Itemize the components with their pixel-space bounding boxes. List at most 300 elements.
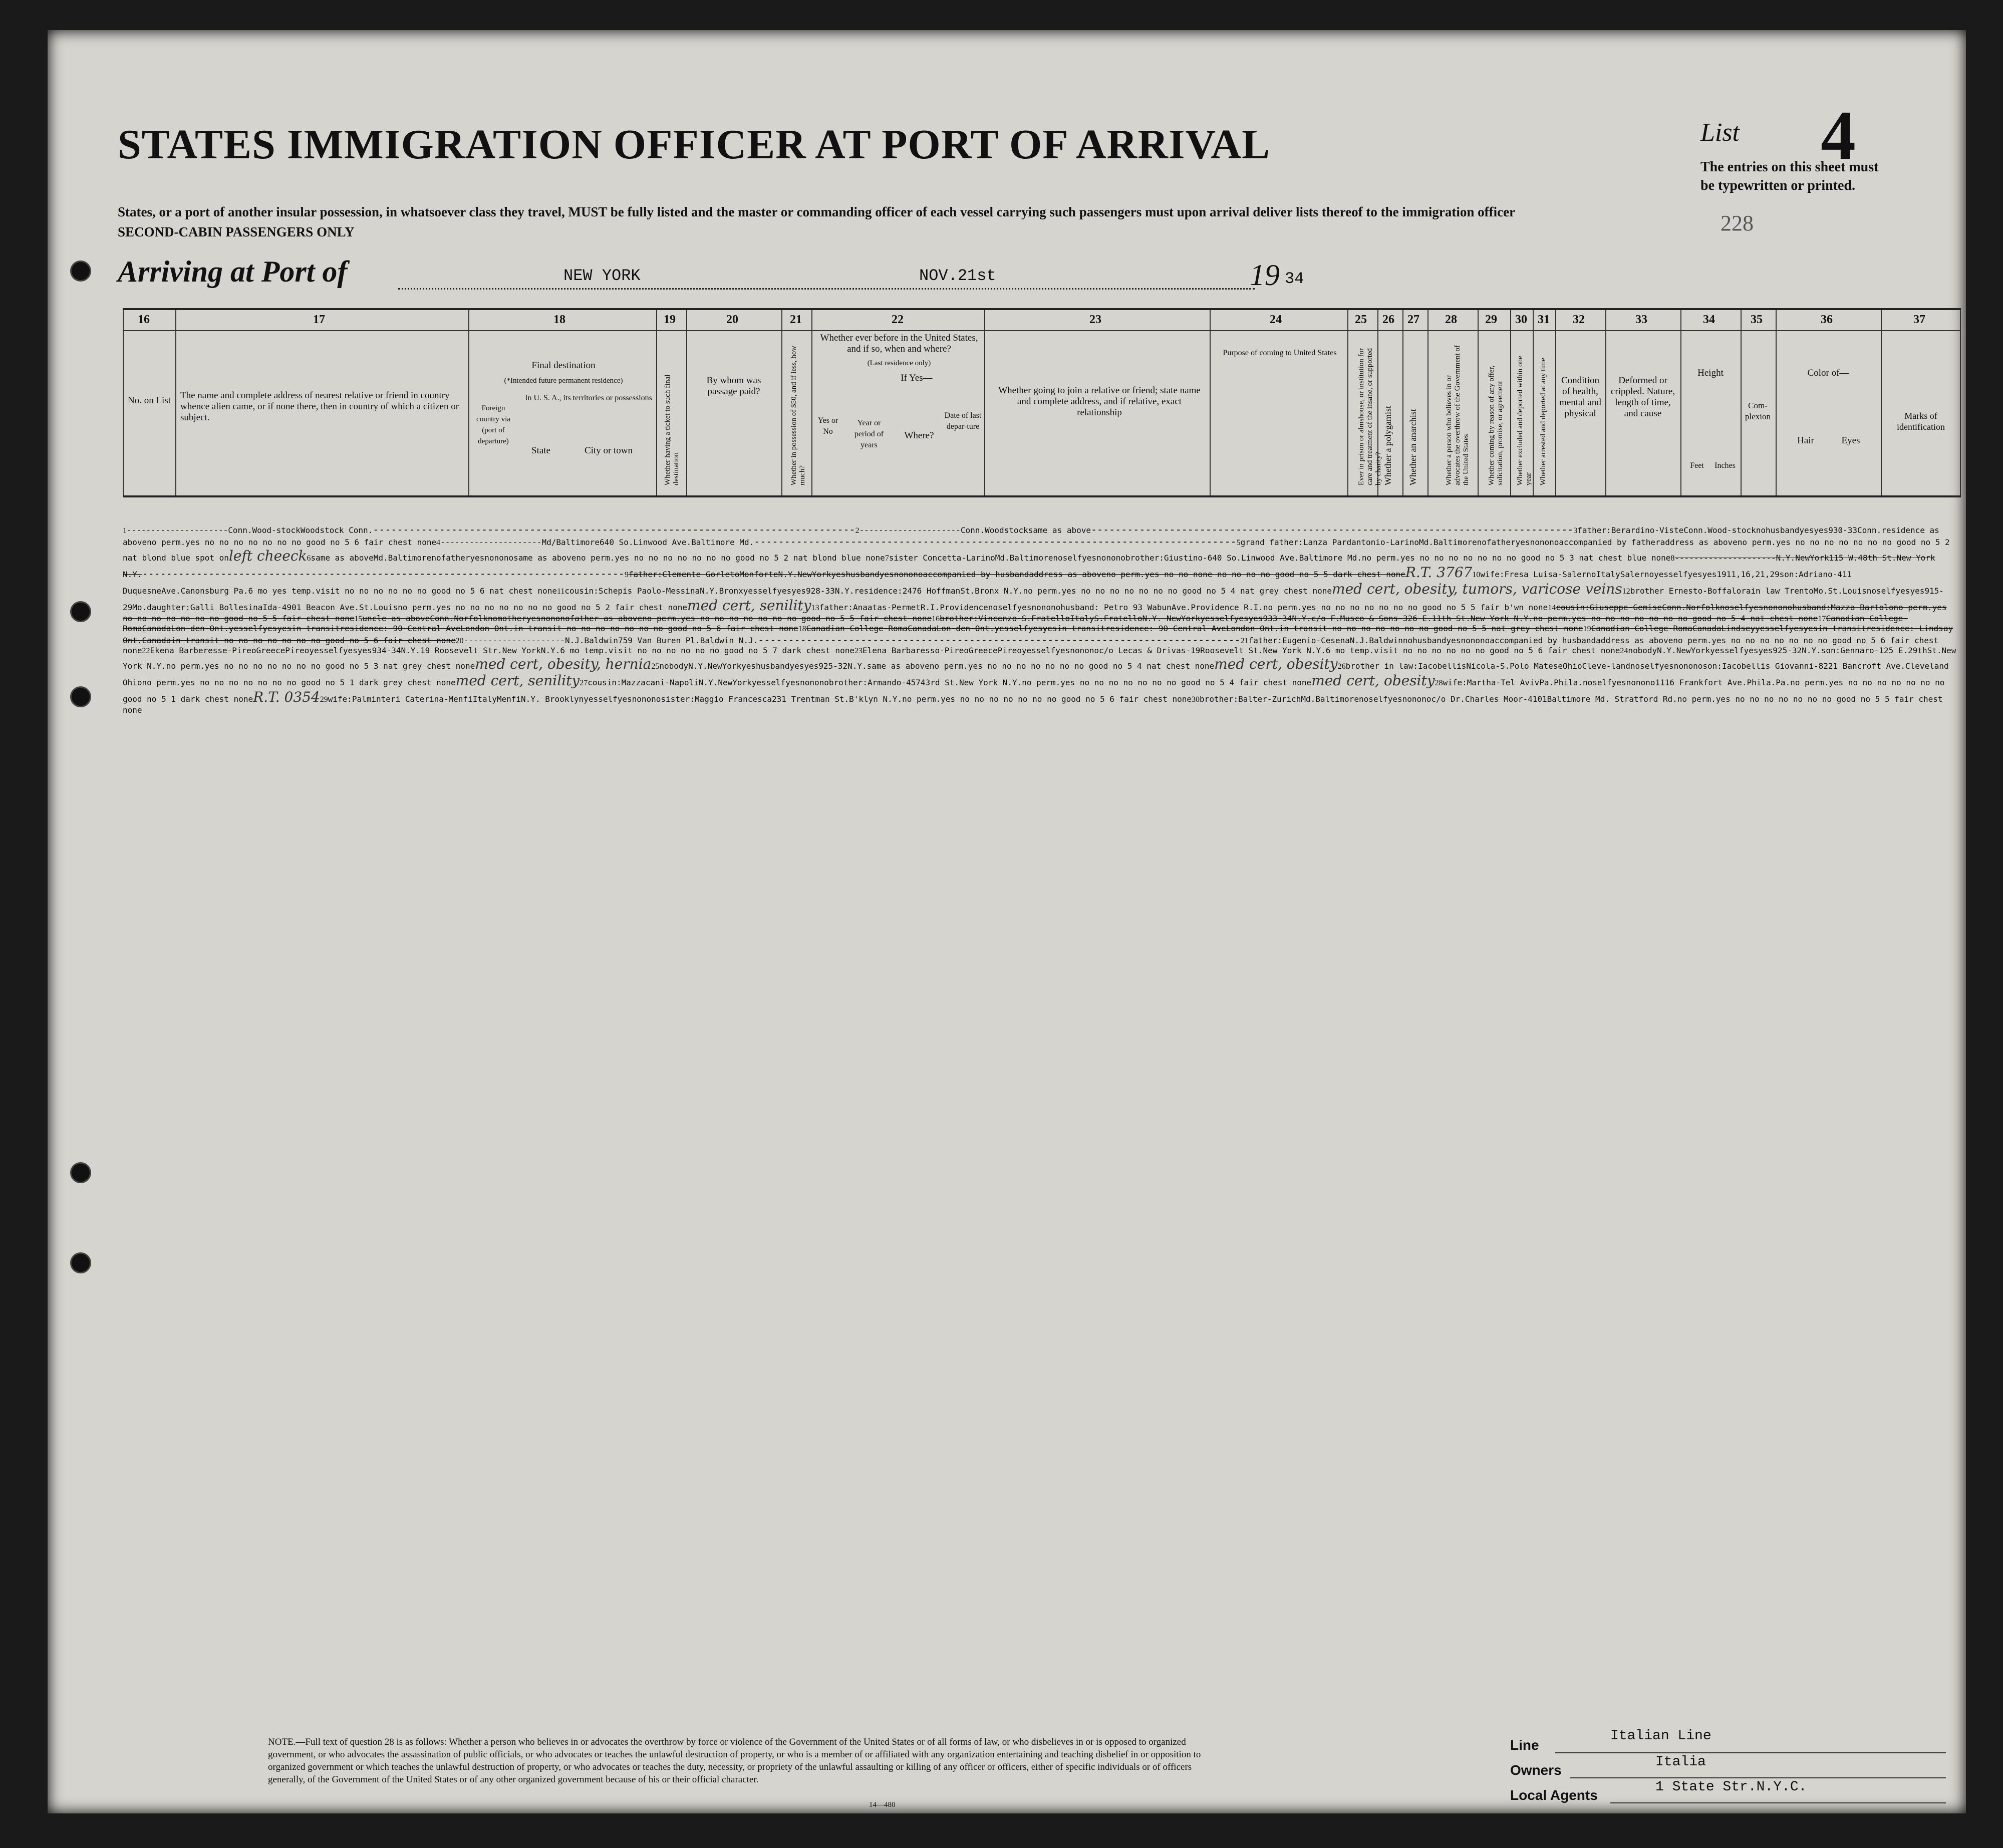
header-prison: Ever in prison or almshouse, or institution for care and treatment of the insane, or supported by charity? [1357,348,1382,485]
years-in-us: 915-29 [123,586,1944,612]
page-title: STATES IMMIGRATION OFFICER AT PORT OF ARRIVAL [118,121,1271,168]
before-in-us: yes [804,661,819,671]
col-line [984,310,985,495]
agents-rule [1610,1802,1946,1803]
relative-name: --------------------- [1674,553,1776,563]
ticket-value: yes [1200,614,1215,623]
destination-city-cont: ce [978,603,988,612]
relative-name-cont: Nicola-S.Polo Matese [1466,661,1563,671]
destination-city: NewYork [707,661,742,671]
ticket-value: no [431,553,441,563]
header-period: Year or period of years [854,419,884,449]
joining-relative-cont: 231 Trentman St.B'klyn N.Y. [771,694,903,704]
destination-state: Italy [1596,570,1620,579]
annotation: med cert, obesity, hernia [475,656,652,672]
relative-name: cousin:Giuseppe-Gemise [1556,603,1662,612]
relative-name: cousin:Schepis Paolo-Mes [564,586,681,596]
money-value: yes [879,570,894,579]
ticket-value: no [1582,678,1593,687]
header-anarchist: Whether an anarchist [1408,409,1418,485]
money-value: yes [343,646,358,655]
header-city: City or town [584,445,633,456]
ticket-value: no [1866,586,1876,596]
passage-paid-value: husband [1412,636,1447,645]
joining-relative-cont: 43rd St.New York N.Y. [920,678,1022,687]
before-in-us: no [484,553,494,563]
destination-state: N.Y. [1657,646,1676,655]
relative-name: nobody [1628,646,1657,655]
row-number: 15 [354,615,363,623]
destination-city: Bronx [719,586,743,596]
remaining-columns: no perm.yes no no no no no no no good no 5 1 dark chest none [123,678,1945,704]
destination-city: Salerno [1620,570,1654,579]
header-color-of: Color of— [1807,368,1849,378]
row-number: 26 [1337,662,1346,671]
before-in-us: no [1530,538,1540,547]
destination-state: Greece [256,646,285,655]
header-if-yes: If Yes— [901,373,933,383]
dash-fill: -------------------------------------------------------------------------------- [373,523,855,536]
where-in-us: no [1693,661,1703,671]
joining-relative: 640 So.Linwood Ave.Baltimore Md. [600,538,754,547]
joining-relative: residence:2476 Hoffman [854,586,961,596]
destination-city: NewYork [1676,646,1710,655]
binder-hole [70,1252,91,1273]
number-row-divider [123,330,1961,331]
agents-label: Local Agents [1510,1787,1598,1803]
destination-city: NewYork [797,570,831,579]
relative-name-cont: sina [680,586,700,596]
destination-city: Norfolk [1686,603,1720,612]
money-value: yes [1055,646,1070,655]
joining-relative-cont: N.Y. [540,646,560,655]
relative-name: uncle as above [362,614,430,623]
passage-paid-value: husband [1765,525,1800,535]
col-line [1347,310,1348,495]
destination-state: N.Y. [698,678,718,687]
ticket-value: no [1402,636,1413,645]
relative-name: nobody [659,661,689,671]
col-num: 17 [313,313,325,326]
years-in-us: in transit [1818,624,1866,633]
before-in-us: no [1673,661,1683,671]
header-purpose: Purpose of coming to United States [1223,349,1337,357]
paper-sheet [48,30,1966,1813]
row-number: 10 [1472,571,1481,579]
header-ticket: Whether having a ticket to such final destination [664,374,680,485]
header-offer: Whether coming by reason of any offer, solicitation, promise, or agreement [1488,365,1504,485]
where-in-us: Mo. [132,603,147,612]
years-in-us: 1911,16,21,29 [1716,570,1780,579]
col-line [1776,310,1777,495]
destination-city: Baldwin [584,636,618,645]
remaining-columns: no perm.yes no no no no no no no good no 5 6 fair chest none [147,538,437,547]
line-value: Italian Line [1610,1728,1711,1744]
form-number: 14—480 [869,1801,896,1809]
destination-state: Pa. [1539,678,1554,687]
before-in-us: no [1096,553,1106,563]
years-in-us: no [641,694,652,704]
destination-city: Baltimore [1009,553,1053,563]
row-number: 19 [1583,625,1591,633]
ticket-value: no [1756,525,1766,535]
destination-city: Baltimore [388,553,432,563]
relative-name: --------------------- [127,525,228,535]
row-number: 21 [1240,637,1249,645]
where-in-us: no [819,678,829,687]
col-num: 27 [1407,313,1419,326]
relative-name: wife:Martha-Tel Aviv [1443,678,1540,687]
col-line [811,310,812,495]
passage-paid-value: self [598,694,618,704]
ticket-value: yes [751,678,766,687]
years-in-us: no [1683,661,1693,671]
years-in-us: no [903,570,914,579]
relative-name: brother in law:Iacobellis [1345,661,1467,671]
remaining-columns: no perm.yes no no no no no no no good no 5 3 nat chest blue none [1361,553,1671,563]
destination-city: Wood- [252,525,276,535]
money-value: yes [617,694,632,704]
passage-paid-value: self [1062,553,1082,563]
destination-state: Md. [1301,694,1316,704]
passage-paid-value: husband [756,661,790,671]
header-last-residence: (Last residence only) [867,359,931,367]
destination-city: NewYork [1795,553,1829,563]
header-joining: Whether going to join a relative or friend; state name and complete address, and if relative, exact relationship [998,385,1201,418]
destination-city: NewYork [718,678,752,687]
money-value: yes [1446,636,1461,645]
joining-relative: father as above [569,614,643,623]
before-in-us: yes [1248,614,1263,623]
remaining-columns: no perm.yes no no no no no no no good no 5 4 nat grey chest none [1023,586,1332,596]
relative-name: father:Eugenio-Cesena [1248,636,1350,645]
before-in-us: yes [1758,646,1773,655]
remaining-columns: in transit no no no no no no no good no 5 6 fair chest none [171,636,456,645]
col-num: 26 [1382,313,1394,326]
where-in-us: N.Y. [1292,614,1311,623]
remaining-columns: no perm.yes no no no no no no no good no 5 4 nat chest none [1533,614,1818,623]
header-overthrow: Whether a person who believes in or advocates the overthrow of the Government of the United States [1445,345,1470,485]
passage-paid-value: self [766,678,786,687]
joining-relative: son:Gennaro-125 E.29th [1821,646,1927,655]
col-line [1881,310,1882,495]
passage-paid-value: self [1368,694,1388,704]
joining-relative: husband: Petro 93 Wabun [1060,603,1172,612]
remaining-columns: 6 mo temp.visit no no no no no no good no 5 6 fair chest none [1325,646,1620,655]
destination-city: S.Fratello [1094,614,1142,623]
destination-city-cont: stock [1732,525,1756,535]
col-line [686,310,687,495]
joining-relative: accompanied by father [1559,538,1660,547]
row-number: 30 [1192,695,1200,704]
joining-relative-cont: Linwood Ave.Baltimore Md. [1241,553,1362,563]
col-num: 24 [1270,313,1282,326]
joining-relative-cont: Ave.Providence R.I. [1171,603,1263,612]
row-number: 6 [307,554,311,563]
remaining-columns: no perm.yes no no no no no no no good no 5 5 fair chest none [642,614,932,623]
where-in-us: no [1549,538,1559,547]
joining-relative: 1116 Frankfort Ave. [1655,678,1747,687]
col-num: 19 [664,313,676,326]
joining-relative: Woodstock Conn. [300,525,373,535]
remaining-columns: no perm.yes no no no no no no no good no 5 6 fair chest none [902,694,1192,704]
joining-relative: c/o F.Musco & Sons- [1311,614,1403,623]
relative-name: brother Ernesto-Boffalora [1630,586,1751,596]
binder-hole [70,1162,91,1183]
money-value: yes [1749,603,1764,612]
col-num: 25 [1355,313,1367,326]
ticket-value: yes [1710,646,1725,655]
destination-city: Baltimore [1433,538,1477,547]
years-in-us: 925-32 [1773,646,1802,655]
remaining-columns: no perm.yes no no no no no no no good no 5 5 fair b'wn none [1263,603,1548,612]
destination-state: N.J. [564,636,585,645]
row-number: 9 [624,571,629,579]
col-num: 30 [1515,313,1527,326]
destination-city: Lon- [936,624,956,633]
col-line [1427,310,1428,495]
ticket-value: yes [1654,570,1669,579]
money-value: yes [1744,646,1759,655]
relative-name: --------------------- [463,636,565,645]
remaining-columns: no perm.yes no no no no no no no good no 5 1 dark grey chest none [142,678,456,687]
remaining-columns: 6 mo temp.visit no no no no no no good no 5 7 dark chest none [560,646,854,655]
destination-city: Pireo [997,646,1022,655]
dash-fill: -------------------------------------------------------------------------------- [758,634,1241,646]
years-in-us: no [1470,636,1480,645]
relative-name: wife:Palminteri Caterina- [328,694,449,704]
destination-city-cont: stock [276,525,301,535]
ticket-value: yes [584,694,599,704]
relative-name: brother:Vincenzo-S.Fratello [940,614,1070,623]
where-in-us: no [651,694,661,704]
money-value: yes [470,553,485,563]
relative-name: Canadian College-Roma [1591,624,1692,633]
row-number: 17 [1818,615,1826,623]
annotation: R.T. 3767 [1405,564,1473,581]
header-hair: Hair [1797,435,1814,446]
destination-state: Conn. [960,525,985,535]
passage-paid-value: self [1640,661,1659,671]
money-value: 75 [618,636,628,645]
footer-note: NOTE.—Full text of question 28 is as follows: Whether a person who believes in or advocates the overthrow by force or violence of the Government of the United States or of all forms of law, or who disbelieves in or is opposed to organized government, or who advocates the assassination of public officials, or who advocates or teaches the unlawful destruction of property, or who is a member of or affiliated with any organization entertaining and teaching disbelief in or opposition to organized government or which teaches the unlawful destruction of property, or who advocates or teaches the duty, necessity, or propriety of the unlawful assaulting or killing of any officer or officers, either of specific individuals or of officers generally, of the Government of the United States or of any other organized government because of his or their official character. [268,1737,1201,1785]
joining-relative: same as above [1028,525,1091,535]
years-in-us: in transit [1057,624,1105,633]
col-num: 23 [1089,313,1101,326]
passage-paid-value: husband [845,570,880,579]
passenger-rows [123,523,1961,715]
relative-name: --------------------- [440,538,542,547]
binder-hole [70,260,91,282]
col-num: 31 [1538,313,1550,326]
header-where: Where? [904,430,934,441]
passage-paid-value: self [1592,678,1612,687]
destination-city: Menfi [496,694,521,704]
header-arrested: Whether arrested and deported at any time [1539,358,1547,485]
before-in-us: no [540,614,551,623]
joining-relative: c/o Dr.Charles Moor-4101 [1431,694,1547,704]
destination-state: Md/ [541,538,556,547]
relative-name-cont: tonio-Larino [1361,538,1419,547]
row-number: 8 [1670,554,1675,563]
remaining-columns: no perm.yes no no no no no no no good no 5 3 nat grey chest none [166,661,475,671]
destination-city: Pireo [285,646,310,655]
header-feet: Feet [1690,461,1704,470]
row-number: 20 [455,637,464,645]
col-num: 20 [726,313,738,326]
joining-relative-cont: London Ont. [1226,624,1279,633]
line-rule [1555,1752,1946,1753]
ticket-value: no [1358,694,1369,704]
list-number: 4 [1821,97,1856,174]
remaining-columns: in transit no no no no no no no good no 5 6 fair chest none [513,624,798,633]
owners-rule [1570,1777,1946,1778]
dash-fill: -------------------------------------------------------------------------------- [754,536,1237,548]
before-in-us: yes [1910,586,1925,596]
col-line [656,310,657,495]
col-num: 21 [790,313,802,326]
joining-relative: same as above [513,553,577,563]
col-line [1402,310,1403,495]
header-foreign-country: Foreign country via (port of departure) [476,404,510,445]
relative-name: sister Concetta-Larino [889,553,995,563]
col-line [1680,310,1681,495]
header-usa-territories: In U. S. A., its territories or possessions [525,394,652,402]
money-value: yes [1234,614,1249,623]
destination-state: N.Y. [688,661,708,671]
header-no-on-list: No. on List [127,395,171,406]
ticket-value: yes [1755,624,1770,633]
year-suffix: 34 [1285,270,1304,288]
ticket-value: yes [309,646,324,655]
relative-name-cont: Monforte [739,570,778,579]
money-value: yes [1017,603,1032,612]
joining-relative-cont: Ave.Canonsburg Pa. [161,586,248,596]
years-in-us: no [1041,603,1051,612]
annotation: med cert, obesity [1214,656,1338,672]
header-last-departure: Date of last depar-ture [944,411,982,431]
ticket-value: no [1477,538,1487,547]
relative-name: Ekena Barberesse-Pireo [150,646,256,655]
money-value: yes [262,624,277,633]
remaining-columns: no perm.yes no no no no no no no good no 5 5 fair chest none [123,603,1947,623]
row-number: 7 [885,554,889,563]
relative-name: father:Berardino-Viste [1577,525,1684,535]
remaining-columns: no perm.yes no no no no no no no good no 5 4 nat chest none [929,661,1215,671]
header-final-destination: Final destination [531,360,596,371]
joining-relative-cont: Roosevelt St.New York N.Y. [1200,646,1326,655]
passage-paid-value: self [1770,624,1789,633]
before-in-us: yes [1042,624,1057,633]
years-in-us: 933-34 [1263,614,1292,623]
row-number: 25 [651,662,660,671]
destination-state: Italy [472,694,497,704]
ticket-value: no [1630,661,1640,671]
before-in-us: no [800,678,810,687]
joining-relative-cont: St.New York N.Y. [123,646,1956,671]
joining-relative: 19 Roosevelt Str.New York [420,646,541,655]
destination-state: Md. [995,553,1010,563]
destination-state: Canada [142,624,171,633]
money-value: yes [777,586,792,596]
destination-state: Md. [373,553,388,563]
row-number: 14 [1548,604,1556,612]
annotation: med cert, senility [687,597,811,614]
destination-city: Norfolk [454,614,488,623]
passage-paid-value: self [1215,614,1234,623]
before-in-us: no [894,570,904,579]
header-inches: Inches [1714,461,1736,470]
joining-relative: residence: 90 Central Ave [1105,624,1226,633]
destination-city-cont: land [1611,661,1630,671]
years-in-us: no [809,678,819,687]
joining-relative-cont: 326 E.11th St.New York N.Y. [1402,614,1533,623]
col-num: 36 [1821,313,1833,326]
annotation: R.T. 0354 [253,689,320,705]
binder-hole [70,686,91,707]
money-value: yes [1082,553,1097,563]
destination-state: R.I. [920,603,940,612]
ticket-value: no [487,614,498,623]
destination-state: Conn. [1683,525,1708,535]
line-label: Line [1510,1737,1539,1753]
remaining-columns: no perm.yes no no no no no no no good no 5 2 nat blond blue spot on [123,538,1950,563]
ticket-value: no [1053,553,1063,563]
before-in-us: yes [791,586,806,596]
row-number: 3 [1573,526,1578,535]
relative-name: Canadian College-Roma [123,614,1908,633]
passage-paid-value: self [998,603,1017,612]
years-in-us: no [1539,538,1550,547]
where-in-us: N.Y. [834,586,854,596]
arriving-dotted-line [398,288,1255,290]
destination-state: Greece [968,646,998,655]
col-line [781,310,782,495]
row-number: 22 [142,647,150,655]
joining-relative: brother:Armando-457 [828,678,921,687]
relative-name: wife:Fresa Luisa-Salerno [1480,570,1596,579]
relative-name: cousin:Mazzacani-Napoli [588,678,699,687]
years-in-us: 928-33 [806,586,835,596]
header-nearest-relative: The name and complete address of nearest relative or friend in country whence alien came, or if none there, then in country of which a citizen or subject. [180,390,459,423]
relative-name-cont: in law Trento [1751,586,1814,596]
col-line [468,310,469,495]
row-number: 11 [556,587,565,596]
destination-state: Md. [1419,538,1434,547]
before-in-us: no [632,694,642,704]
subtitle-instructions: States, or a port of another insular possession, in whatsoever class they travel, MUST be fully listed and the master or commanding officer of each vessel carrying such passengers must upon arrival deliver lists thereof to the immigration officer [118,204,1516,219]
remaining-columns: no perm.yes no no no no no no no good no 5 4 fair chest none [1022,678,1312,687]
where-in-us: no [1115,553,1125,563]
joining-relative-cont: Phila.Pa. [1747,678,1791,687]
owners-value: Italia [1655,1754,1706,1770]
before-in-us: yes [277,624,292,633]
col-line [1555,310,1556,495]
row-number: 23 [854,647,863,655]
header-polygamist: Whether a polygamist [1383,406,1393,485]
row-number: 18 [798,625,806,633]
header-marks: Marks of identification [1897,411,1945,432]
before-in-us: no [1626,678,1636,687]
joining-relative-cont: address as above [1596,636,1673,645]
binder-hole [70,601,91,622]
money-value: yes [1611,678,1626,687]
joining-relative: husband:Mazza Bartolo [1792,603,1894,612]
header-ever-before: Whether ever before in the United States, and if so, when and where? [820,333,978,354]
agents-value: 1 State Str.N.Y.C. [1655,1779,1807,1795]
passage-paid-value: self [1729,603,1749,612]
destination-city: Baldwin [1369,636,1403,645]
